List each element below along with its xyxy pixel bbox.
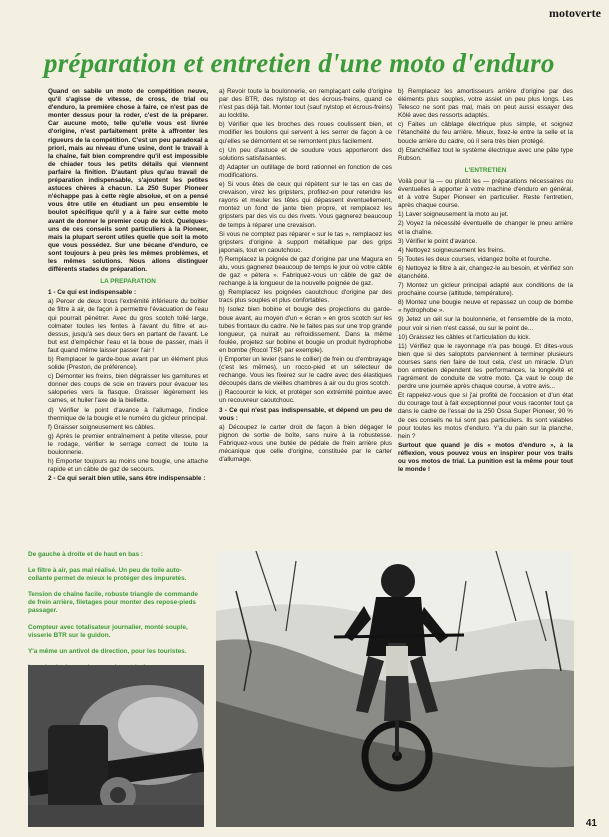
paragraph: a) Découpez le carter droit de façon à bien dégager le pignon de sortie de boîte, sans nuire à la robustesse. Fabriquez-vous une butée de pédale de frein arrière plus mécanique que celle d'origine, constituée par le carter d'allumage. [219, 423, 392, 464]
list-item: 5) Toutes les deux courses, vidangez boîte et fourche. [398, 255, 551, 263]
list-item: 7) Montez un gicleur principal adapté aux conditions de la prochaine course (altitude, température). [398, 282, 573, 298]
paragraph: b) Remplacez les amortisseurs arrière d'origine par des éléments plus souples, votre assiet un peu plus longs. Les Telesco ne sont pas mal, mais on peut aussi essayer des Kölé avec des ressorts adaptés. [398, 88, 573, 120]
paragraph: Et rappelez-vous que si j'ai profité de l'occasion et d'un état du courage tout à fait exceptionnel pour vous raconter tout ça dans le cadre de l'essai de la 250 Ossa Super Pioneer, 90 % de ces conseils ne lui sont pas particuliers. Ils sont valables pour toutes les motos d'enduro. Y'a du pain sur la planche, hein ? [398, 392, 573, 440]
list-item: 9) Jetez un œil sur la boulonnerie, et l'ensemble de la moto, pour voir si rien n'est cassé, ou sur le point de... [398, 316, 573, 332]
intro-paragraph: Quand on sabile un moto de compétition neuve, qu'il s'agisse de vitesse, de cross, de trial ou d'enduro, la première chose à faire, ce n'est pas de monter dessus pour la roder, c'est de la préparer. Car aucune moto, telle qu'elle vous est livrée d'origine, n'est parfaitement prête à affronter les rigueurs de la compétition. C'est un peu paradoxal a priori, mais au niveau d'une usine, dont le travail à la chaîne, fait bien comprendre qu'il est impossible de chiader tous les petits détails qui viennent parfaire la finition. D'autant plus qu'au travail de préparation indispensable, s'ajoutent les petites astuces chères à chacun. La 250 Super Pioneer n'échappe pas à cette règle absolue, et on a pensé vous être utile en étudiant un peu ensemble le boulot spécifique qu'il y a à faire sur cette moto avant de donner le premier coup de kick. Quelques-uns de ces conseils sont particuliers à la Pioneer, mais la plupart seront utiles quelle que soit la moto que vous possédez. Sur une bécane d'enduro, ce sont toujours à peu près les mêmes problèmes, et les mêmes solutions. Nous allons distinguer différents stades de préparation. [48, 88, 208, 274]
paragraph: d) Adapter un outillage de bord rationnel en fonction de ces modifications. [219, 163, 392, 179]
caption: Y'a même un antivol de direction, pour les touristes. [28, 647, 187, 655]
subheading-utile: 2 - Ce qui serait bien utile, sans être indispensable : [48, 475, 206, 483]
list-item: 2) Voyez la nécessité éventuelle de changer le pneu arrière et la chaîne. [398, 220, 573, 236]
caption: De gauche à droite et de haut en bas : [28, 551, 144, 558]
paragraph: g) Remplacez les poignées caoutchouc d'origine par des tracs plus souples et plus confortables. [219, 289, 392, 305]
article-title: préparation et entretien d'une moto d'enduro [44, 48, 555, 78]
paragraph: h) Isolez bien bobine et bougie des projections du garde-boue avant, au moyen d'un « écran » en gros scotch sur les tubes frontaux du cadre. Ne le faites pas sur une trop grande longueur, ça nuirait au refroidissement. Dans la même foulée, projetez sur bobine et bougie un produit hydrophobe en bombe (Rocol TSP, par exemple). [219, 306, 392, 354]
list-item: 10) Graissez les câbles et l'articulation du kick. [398, 333, 531, 341]
paragraph: c) Faites un câblage électrique plus simple, et soignez l'étanchéité du feu arrière. Mieux, fixez-le entre la selle et la boucle arrière du cadre, où il sera très bien protégé. [398, 121, 573, 145]
list-item: 11) Vérifiez que le rayonnage n'a pas bougé. Et dites-vous bien que si des saloptots parviennent à terminer plusieurs courses sans rien faire de tout cela, c'est un miracle. D'un bon entretien dépendent les performances, la longévité et l'agrément de conduite de votre moto. Ça vaut le coup de perdre une journée après chaque course, à votre avis... [398, 342, 573, 391]
caption: Compteur avec totalisateur journalier, monté souple, visserie BTR sur le guidon. [28, 623, 188, 639]
paragraph: c) Démonter les freins, bien dégraisser les garnitures et donner des coups de scie en travers pour évacuer les saloperies vers la flasque. Graisser légèrement les cames, et huiler l'axe de la biellette. [48, 373, 208, 405]
paragraph: a) Percer de deux trous l'extrémité inférieure du boîtier de filtre à air, de façon à permettre l'évacuation de l'eau qui pourrait pénétrer. Avec du gros scotch toilé large, colmater toutes les fentes à l'avant du filtre et au-dessus, jusqu'à ses deux tiers en partant de l'avant. Le but est d'empêcher l'eau et la boue de passer, mais il faut quand même laisser passer l'air ! [48, 298, 208, 354]
list-item: 4) Nettoyez soigneusement les freins. [398, 246, 505, 254]
article-column-1 [48, 88, 208, 543]
rider-photo [216, 551, 574, 827]
page-number: 41 [585, 818, 597, 829]
list-item: 6) Nettoyez le filtre à air, changez-le au besoin, et vérifiez son étanchéité. [398, 264, 573, 280]
paragraph: Si vous ne comptez pas réparer « sur le tas », remplacez les gripsters d'origine à support métallique par des grips japonais, tout en caoutchouc. [219, 230, 392, 254]
caption: Le filtre à air, pas mal réalisé. Un peu de toile auto-collante permet de mieux le protéger des impuretés. [28, 567, 187, 583]
paragraph: h) Emporter toujours au moins une bougie, une attache rapide et un câble de gaz de secours. [48, 458, 208, 474]
article-column-3 [398, 88, 573, 543]
magazine-name: motoverte [549, 6, 601, 20]
paragraph: d) Etanchéifiez tout le système électrique avec une pâte type Rubson. [398, 146, 573, 162]
paragraph: e) Si vous êtes de ceux qui répètent sur le tas en cas de crevaison, virez les gripsters, profitez-en pour retendre les rayons et meuler les têtes qui dépassent éventuellement, montez un fond de jante bien propre, et remplacez les gripsters par des vis cu des rivets. Vous gagnerez beaucoup de temps à réparer une crevaison. [219, 181, 392, 229]
paragraph-outro: Surtout que quand je dis « motos d'enduro », à la réflexion, vous pouvez vous en inspirer pour vos trails ou vos motos de trial. La punition est la même pour tout le monde ! [398, 441, 573, 474]
list-item: 1) Laver soigneusement la moto au jet. [398, 211, 509, 219]
paragraph: d) Vérifier le point d'avance à l'allumage, l'indice thermique de la bougie et le numéro du gicleur principal. [48, 406, 208, 422]
paragraph: a) Revoir toute la boulonnerie, en remplaçant celle d'origine par des BTR, des nylstop et des écrous-freins, quand ce n'est pas déjà fait. Monter tout (sauf nylstop et écrous-freins) au locktite. [219, 88, 392, 120]
section-heading-preparation: LA PREPARATION [100, 278, 156, 286]
throttle-photo [28, 665, 204, 827]
caption: Tension de chaîne facile, robuste triangle de commande de frein arrière, filetages pour monter des repose-pieds passager. [28, 591, 198, 615]
paragraph: Voilà pour la — ou plutôt les — préparations nécessaires ou éventuelles à apporter à votre machine d'enduro en général, et à votre Super Pioneer en particulier. Reste l'entretien, après chaque course. [398, 177, 573, 210]
list-item: 3) Vérifier le point d'avance. [398, 237, 478, 245]
paragraph: g) Après le premier entraînement à petite vitesse, pour le rodage, vérifier le serrage correct de toute la boulonnerie. [48, 432, 208, 457]
paragraph: b) Remplacer le garde-boue avant par un élément plus solide (Preston, de préférence). [48, 356, 208, 372]
paragraph: j) Raccourcir le kick, et protéger son extrémité pointue avec un recouvreur caoutchouc. [219, 389, 392, 405]
list-item: 8) Montez une bougie neuve et repassez un coup de bombe « hydrophobe ». [398, 299, 573, 315]
subheading-optional: 3 - Ce qui n'est pas indispensable, et dépend un peu de vous : [219, 406, 392, 422]
article-column-2 [219, 88, 392, 543]
paragraph: b) Vérifier que les broches des roues coulissent bien, et modifier les boulons qui servent à les serrer de façon à ce qu'elles se démontent et se remontent plus facilement. [219, 121, 392, 145]
section-heading-entretien: L'ENTRETIEN [464, 166, 507, 174]
subheading-indispensable: 1 - Ce qui est indispensable : [48, 289, 137, 297]
paragraph: f) Graisser soigneusement les câbles. [48, 423, 155, 431]
paragraph: c) Un peu d'astuce et de soudure vous apporteront des solutions satisfaisantes. [219, 146, 392, 162]
paragraph: i) Emporter un levier (sans le collier) de frein ou d'embrayage (c'est les mêmes), un rocco-pied et un sélecteur de rechange. Vous les fixerez sur le cadre avec des élastiques découpés dans de vieilles chambres à air ou du gros scotch. [219, 356, 392, 388]
paragraph: f) Remplacez la poignée de gaz d'origine par une Magura en alu, vous gagnerez beaucoup de temps le jour où votre câble de gaz « pétera ». Fabriquez-vous un câble de gaz de rechange à la longueur de la nouvelle poignée de gaz. [219, 255, 392, 288]
